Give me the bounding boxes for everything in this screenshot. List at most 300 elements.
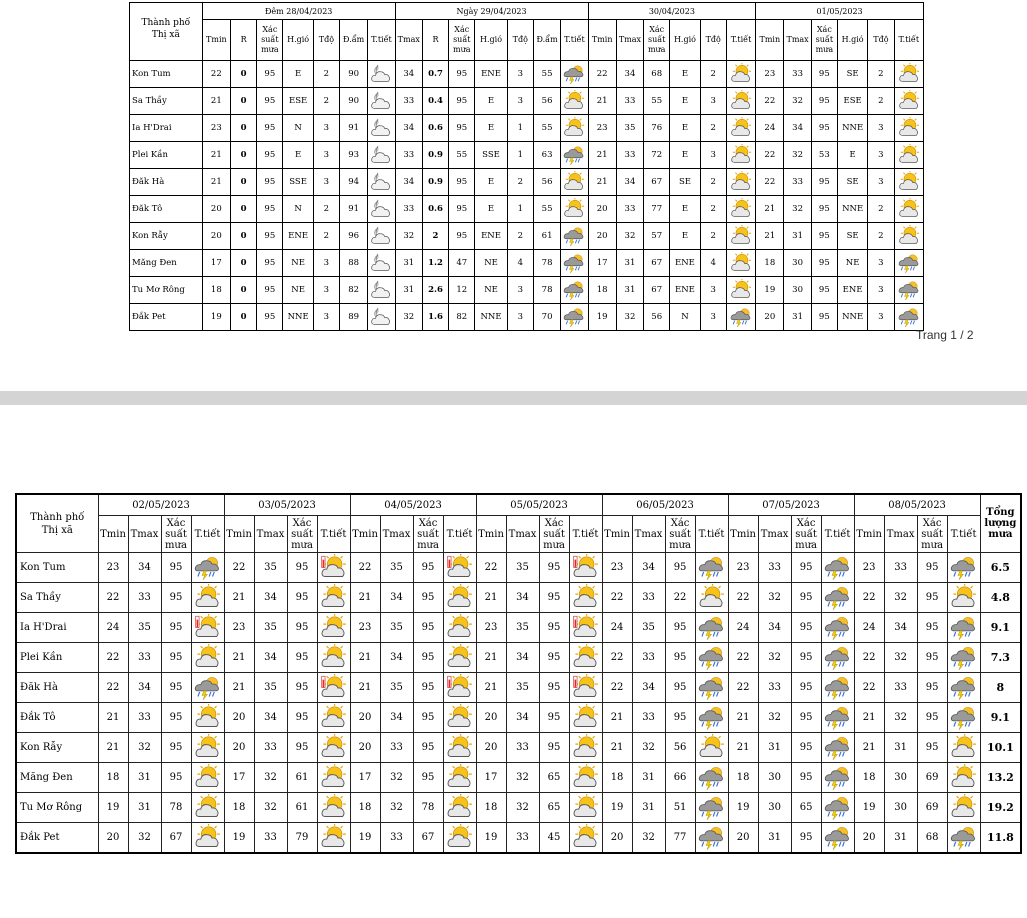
d01-cell: SE xyxy=(837,169,867,196)
tmin-cell: 21 xyxy=(98,733,128,763)
day-cell: 31 xyxy=(395,277,422,304)
col-d30-5: T.tiết xyxy=(726,20,755,61)
tmin-cell: 19 xyxy=(476,823,506,854)
day-cell: 95 xyxy=(449,61,475,88)
night-cell: E xyxy=(283,61,313,88)
d01-cell: 2 xyxy=(868,88,894,115)
d01-cell: 34 xyxy=(784,115,811,142)
thunderstorm-icon xyxy=(563,63,585,85)
d01-cell: SE xyxy=(837,61,867,88)
tmax-cell: 31 xyxy=(884,823,917,854)
partly-cloudy-night-icon xyxy=(370,225,392,247)
tmin-cell: 21 xyxy=(350,583,380,613)
d30-cell: 21 xyxy=(588,142,616,169)
weather-cell xyxy=(443,643,476,673)
tmax-cell: 35 xyxy=(380,613,413,643)
rain-prob-cell: 95 xyxy=(539,583,569,613)
tmax-cell: 33 xyxy=(254,823,287,854)
tmax-cell: 33 xyxy=(632,703,665,733)
tmin-cell: 17 xyxy=(224,763,254,793)
col-4-1: Tmax xyxy=(632,516,665,553)
partly-sunny-icon xyxy=(898,225,920,247)
tmax-cell: 30 xyxy=(884,793,917,823)
d30-cell: E xyxy=(670,115,700,142)
rain-prob-cell: 51 xyxy=(665,793,695,823)
tmin-cell: 20 xyxy=(224,703,254,733)
tmax-cell: 34 xyxy=(506,703,539,733)
day-cell: 0.9 xyxy=(422,142,448,169)
rain-prob-cell: 95 xyxy=(161,733,191,763)
day-weather xyxy=(561,250,588,277)
col-2-1: Tmax xyxy=(380,516,413,553)
col-1-3: T.tiết xyxy=(317,516,350,553)
day-cell: NNE xyxy=(475,304,507,331)
night-cell: 17 xyxy=(202,250,230,277)
night-cell: 95 xyxy=(257,277,283,304)
thunderstorm-icon xyxy=(824,644,851,671)
col-night-4: Tđộ xyxy=(313,20,339,61)
d01-cell: 19 xyxy=(756,277,784,304)
city-name: Đắk Tô xyxy=(16,703,98,733)
rain-prob-cell: 95 xyxy=(665,613,695,643)
weather-cell xyxy=(191,763,224,793)
report-page-2 xyxy=(0,405,1027,918)
tmin-cell: 21 xyxy=(728,703,758,733)
d01-cell: 33 xyxy=(784,61,811,88)
thunderstorm-icon xyxy=(563,279,585,301)
weather-cell xyxy=(569,613,602,643)
night-cell: 0 xyxy=(230,88,256,115)
partly-sunny-icon xyxy=(730,117,752,139)
day-cell: 0.6 xyxy=(422,196,448,223)
night-cell: 20 xyxy=(202,196,230,223)
night-cell: 3 xyxy=(313,115,339,142)
rain-prob-cell: 95 xyxy=(791,673,821,703)
rain-prob-cell: 95 xyxy=(287,733,317,763)
tmin-cell: 22 xyxy=(728,583,758,613)
partly-sunny-icon xyxy=(730,90,752,112)
night-cell: 3 xyxy=(313,250,339,277)
night-cell: 94 xyxy=(340,169,368,196)
rain-prob-cell: 78 xyxy=(413,793,443,823)
night-cell: 0 xyxy=(230,250,256,277)
d01-cell: 53 xyxy=(811,142,837,169)
col-day-4: Tđộ xyxy=(507,20,533,61)
col-3-1: Tmax xyxy=(506,516,539,553)
tmax-cell: 34 xyxy=(884,613,917,643)
d01-weather xyxy=(894,277,924,304)
tmin-cell: 22 xyxy=(602,673,632,703)
weather-cell xyxy=(443,673,476,703)
tmin-cell: 21 xyxy=(350,673,380,703)
d30-weather xyxy=(726,88,755,115)
tmax-cell: 32 xyxy=(128,733,161,763)
col-5-0: Tmin xyxy=(728,516,758,553)
night-weather xyxy=(368,196,395,223)
d30-cell: 72 xyxy=(644,142,670,169)
weather-cell xyxy=(443,763,476,793)
col-d01-4: Tđộ xyxy=(868,20,894,61)
header-date-1: 03/05/2023 xyxy=(224,494,350,516)
d01-cell: 30 xyxy=(784,277,811,304)
day-weather xyxy=(561,277,588,304)
col-2-3: T.tiết xyxy=(443,516,476,553)
d01-cell: 21 xyxy=(756,223,784,250)
rain-prob-cell: 95 xyxy=(287,643,317,673)
hot-sunny-icon xyxy=(194,614,221,641)
thunderstorm-icon xyxy=(824,584,851,611)
partly-cloudy-night-icon xyxy=(370,90,392,112)
day-cell: 2.6 xyxy=(422,277,448,304)
rain-prob-cell: 95 xyxy=(539,613,569,643)
rain-prob-cell: 95 xyxy=(917,733,947,763)
d01-cell: NE xyxy=(837,250,867,277)
d30-cell: 2 xyxy=(700,115,726,142)
col-3-0: Tmin xyxy=(476,516,506,553)
partly-sunny-icon xyxy=(194,584,221,611)
col-night-6: T.tiết xyxy=(368,20,395,61)
d30-cell: 17 xyxy=(588,250,616,277)
d01-weather xyxy=(894,142,924,169)
night-cell: 19 xyxy=(202,304,230,331)
tmax-cell: 32 xyxy=(506,763,539,793)
day-cell: 3 xyxy=(507,277,533,304)
partly-sunny-icon xyxy=(898,198,920,220)
col-5-3: T.tiết xyxy=(821,516,854,553)
total-rain-cell: 4.8 xyxy=(980,583,1021,613)
table-row xyxy=(16,673,1021,703)
column-subheader-row xyxy=(130,20,924,61)
partly-sunny-icon xyxy=(572,734,599,761)
day-cell: 55 xyxy=(533,61,560,88)
night-cell: 22 xyxy=(202,61,230,88)
weather-cell xyxy=(569,733,602,763)
col-day-2: Xác suất mưa xyxy=(449,20,475,61)
weather-cell xyxy=(947,703,980,733)
d30-cell: 3 xyxy=(700,88,726,115)
d01-cell: 95 xyxy=(811,250,837,277)
day-cell: 78 xyxy=(533,250,560,277)
day-cell: 1.6 xyxy=(422,304,448,331)
day-cell: 95 xyxy=(449,115,475,142)
thunderstorm-icon xyxy=(950,824,977,851)
day-cell: 4 xyxy=(507,250,533,277)
tmin-cell: 20 xyxy=(350,703,380,733)
weather-cell xyxy=(695,583,728,613)
tmax-cell: 30 xyxy=(884,763,917,793)
partly-sunny-icon xyxy=(730,144,752,166)
header-city: Thành phố Thị xã xyxy=(130,3,203,61)
tmax-cell: 31 xyxy=(758,733,791,763)
city-name: Ia H'Drai xyxy=(130,115,203,142)
day-cell: 1 xyxy=(507,115,533,142)
tmax-cell: 35 xyxy=(632,613,665,643)
day-cell: 47 xyxy=(449,250,475,277)
weather-cell xyxy=(569,703,602,733)
city-name: Ia H'Drai xyxy=(16,613,98,643)
night-cell: 89 xyxy=(340,304,368,331)
hot-sunny-icon xyxy=(572,614,599,641)
rain-prob-cell: 95 xyxy=(917,643,947,673)
thunderstorm-icon xyxy=(824,764,851,791)
thunderstorm-icon xyxy=(824,614,851,641)
d01-cell: 31 xyxy=(784,223,811,250)
d01-cell: NNE xyxy=(837,115,867,142)
city-name: Đắk Pet xyxy=(130,304,203,331)
col-4-2: Xác suất mưa xyxy=(665,516,695,553)
weather-cell xyxy=(317,553,350,583)
tmin-cell: 22 xyxy=(350,553,380,583)
rain-prob-cell: 77 xyxy=(665,823,695,854)
d30-cell: 20 xyxy=(588,196,616,223)
tmax-cell: 32 xyxy=(380,793,413,823)
d01-cell: 2 xyxy=(868,61,894,88)
night-cell: 95 xyxy=(257,250,283,277)
d01-cell: E xyxy=(837,142,867,169)
d01-cell: 95 xyxy=(811,277,837,304)
night-cell: 95 xyxy=(257,196,283,223)
weather-cell xyxy=(947,553,980,583)
night-cell: 88 xyxy=(340,250,368,277)
tmin-cell: 19 xyxy=(854,793,884,823)
tmax-cell: 33 xyxy=(632,583,665,613)
night-cell: 3 xyxy=(313,304,339,331)
tmin-cell: 23 xyxy=(602,553,632,583)
tmin-cell: 20 xyxy=(476,703,506,733)
day-cell: 61 xyxy=(533,223,560,250)
tmax-cell: 33 xyxy=(254,733,287,763)
d01-cell: 32 xyxy=(784,142,811,169)
weather-cell xyxy=(947,793,980,823)
day-weather xyxy=(561,223,588,250)
d30-cell: 33 xyxy=(616,196,643,223)
rain-prob-cell: 95 xyxy=(791,583,821,613)
weather-cell xyxy=(191,613,224,643)
tmin-cell: 22 xyxy=(854,643,884,673)
d30-cell: 56 xyxy=(644,304,670,331)
partly-sunny-icon xyxy=(572,704,599,731)
day-cell: 55 xyxy=(533,196,560,223)
rain-prob-cell: 95 xyxy=(413,703,443,733)
tmin-cell: 24 xyxy=(854,613,884,643)
tmax-cell: 32 xyxy=(506,793,539,823)
rain-prob-cell: 95 xyxy=(161,703,191,733)
d30-cell: 21 xyxy=(588,88,616,115)
d01-cell: NNE xyxy=(837,196,867,223)
day-cell: 70 xyxy=(533,304,560,331)
column-subheader-row-2 xyxy=(16,516,1021,553)
d30-cell: 33 xyxy=(616,88,643,115)
tmin-cell: 18 xyxy=(350,793,380,823)
weather-cell xyxy=(317,763,350,793)
weather-cell xyxy=(191,643,224,673)
total-rain-cell: 13.2 xyxy=(980,763,1021,793)
d30-cell: 32 xyxy=(616,304,643,331)
city-name: Plei Kần xyxy=(130,142,203,169)
rain-prob-cell: 95 xyxy=(665,673,695,703)
d01-cell: 20 xyxy=(756,304,784,331)
partly-sunny-icon xyxy=(563,117,585,139)
table-row xyxy=(16,703,1021,733)
night-cell: 0 xyxy=(230,115,256,142)
tmin-cell: 18 xyxy=(728,763,758,793)
weather-cell xyxy=(443,733,476,763)
weather-cell xyxy=(821,673,854,703)
tmax-cell: 34 xyxy=(758,613,791,643)
thunderstorm-icon xyxy=(730,306,752,328)
night-weather xyxy=(368,223,395,250)
d30-cell: N xyxy=(670,304,700,331)
night-cell: 90 xyxy=(340,61,368,88)
day-cell: E xyxy=(475,88,507,115)
tmax-cell: 34 xyxy=(254,583,287,613)
rain-prob-cell: 67 xyxy=(161,823,191,854)
table-row xyxy=(16,643,1021,673)
tmin-cell: 18 xyxy=(854,763,884,793)
d01-cell: 2 xyxy=(868,196,894,223)
thunderstorm-icon xyxy=(898,279,920,301)
weather-cell xyxy=(443,583,476,613)
rain-prob-cell: 95 xyxy=(917,673,947,703)
weather-cell xyxy=(947,733,980,763)
weather-cell xyxy=(821,643,854,673)
tmax-cell: 35 xyxy=(380,673,413,703)
d30-cell: 21 xyxy=(588,169,616,196)
thunderstorm-icon xyxy=(950,674,977,701)
d30-cell: 20 xyxy=(588,223,616,250)
thunderstorm-icon xyxy=(950,614,977,641)
header-date-30: 30/04/2023 xyxy=(588,3,756,20)
partly-sunny-icon xyxy=(572,794,599,821)
partly-sunny-icon xyxy=(572,764,599,791)
total-rain-cell: 10.1 xyxy=(980,733,1021,763)
d01-cell: 22 xyxy=(756,88,784,115)
d30-cell: 33 xyxy=(616,142,643,169)
partly-sunny-icon xyxy=(898,63,920,85)
d01-cell: 32 xyxy=(784,196,811,223)
d01-cell: 2 xyxy=(868,223,894,250)
col-0-2: Xác suất mưa xyxy=(161,516,191,553)
d30-weather xyxy=(726,277,755,304)
tmax-cell: 33 xyxy=(380,733,413,763)
night-cell: 91 xyxy=(340,115,368,142)
d01-cell: 33 xyxy=(784,169,811,196)
col-6-2: Xác suất mưa xyxy=(917,516,947,553)
rain-prob-cell: 95 xyxy=(791,733,821,763)
tmax-cell: 35 xyxy=(506,613,539,643)
d01-cell: 3 xyxy=(868,304,894,331)
d01-cell: 21 xyxy=(756,196,784,223)
partly-sunny-icon xyxy=(446,794,473,821)
weather-cell xyxy=(695,553,728,583)
day-cell: 3 xyxy=(507,304,533,331)
col-night-1: R xyxy=(230,20,256,61)
col-5-1: Tmax xyxy=(758,516,791,553)
weather-cell xyxy=(317,793,350,823)
tmax-cell: 33 xyxy=(128,643,161,673)
d30-cell: 19 xyxy=(588,304,616,331)
table-row xyxy=(130,250,924,277)
weather-cell xyxy=(191,793,224,823)
tmin-cell: 22 xyxy=(98,643,128,673)
day-weather xyxy=(561,169,588,196)
tmin-cell: 18 xyxy=(476,793,506,823)
city-name: Kon Rẫy xyxy=(130,223,203,250)
tmin-cell: 21 xyxy=(476,583,506,613)
day-cell: 0.4 xyxy=(422,88,448,115)
weather-cell xyxy=(317,613,350,643)
thunderstorm-icon xyxy=(698,704,725,731)
partly-sunny-icon xyxy=(446,734,473,761)
d01-cell: 95 xyxy=(811,88,837,115)
day-weather xyxy=(561,115,588,142)
tmax-cell: 35 xyxy=(506,673,539,703)
date-header-row xyxy=(16,494,1021,516)
tmax-cell: 35 xyxy=(254,613,287,643)
tmax-cell: 32 xyxy=(380,763,413,793)
thunderstorm-icon xyxy=(824,554,851,581)
table-row xyxy=(130,277,924,304)
rain-prob-cell: 65 xyxy=(539,793,569,823)
tmin-cell: 22 xyxy=(602,583,632,613)
tmin-cell: 20 xyxy=(854,823,884,854)
tmax-cell: 34 xyxy=(128,673,161,703)
rain-prob-cell: 95 xyxy=(917,703,947,733)
rain-prob-cell: 78 xyxy=(161,793,191,823)
tmin-cell: 22 xyxy=(854,583,884,613)
tmax-cell: 34 xyxy=(128,553,161,583)
partly-sunny-icon xyxy=(320,584,347,611)
tmin-cell: 24 xyxy=(728,613,758,643)
total-rain-cell: 8 xyxy=(980,673,1021,703)
hot-sunny-icon xyxy=(446,554,473,581)
day-cell: 95 xyxy=(449,196,475,223)
table-row xyxy=(130,61,924,88)
partly-sunny-icon xyxy=(950,764,977,791)
weather-cell xyxy=(695,733,728,763)
d30-weather xyxy=(726,196,755,223)
col-1-2: Xác suất mưa xyxy=(287,516,317,553)
d01-weather xyxy=(894,304,924,331)
day-weather xyxy=(561,142,588,169)
night-weather xyxy=(368,115,395,142)
header-date-night-28: Đêm 28/04/2023 xyxy=(202,3,395,20)
weather-cell xyxy=(443,613,476,643)
forecast-table-page-2 xyxy=(15,493,1022,854)
col-night-5: Đ.ẩm xyxy=(340,20,368,61)
d30-cell: 32 xyxy=(616,223,643,250)
tmax-cell: 32 xyxy=(632,733,665,763)
city-name: Măng Đen xyxy=(16,763,98,793)
night-cell: 91 xyxy=(340,196,368,223)
tmin-cell: 24 xyxy=(98,613,128,643)
day-cell: 34 xyxy=(395,115,422,142)
night-cell: ESE xyxy=(283,88,313,115)
hot-sunny-icon xyxy=(572,674,599,701)
rain-prob-cell: 65 xyxy=(539,763,569,793)
day-weather xyxy=(561,196,588,223)
partly-sunny-icon xyxy=(446,644,473,671)
weather-cell xyxy=(695,703,728,733)
tmin-cell: 22 xyxy=(224,553,254,583)
thunderstorm-icon xyxy=(563,144,585,166)
day-cell: 33 xyxy=(395,142,422,169)
rain-prob-cell: 65 xyxy=(791,793,821,823)
weather-cell xyxy=(569,553,602,583)
col-5-2: Xác suất mưa xyxy=(791,516,821,553)
partly-sunny-icon xyxy=(730,225,752,247)
partly-sunny-icon xyxy=(446,584,473,611)
